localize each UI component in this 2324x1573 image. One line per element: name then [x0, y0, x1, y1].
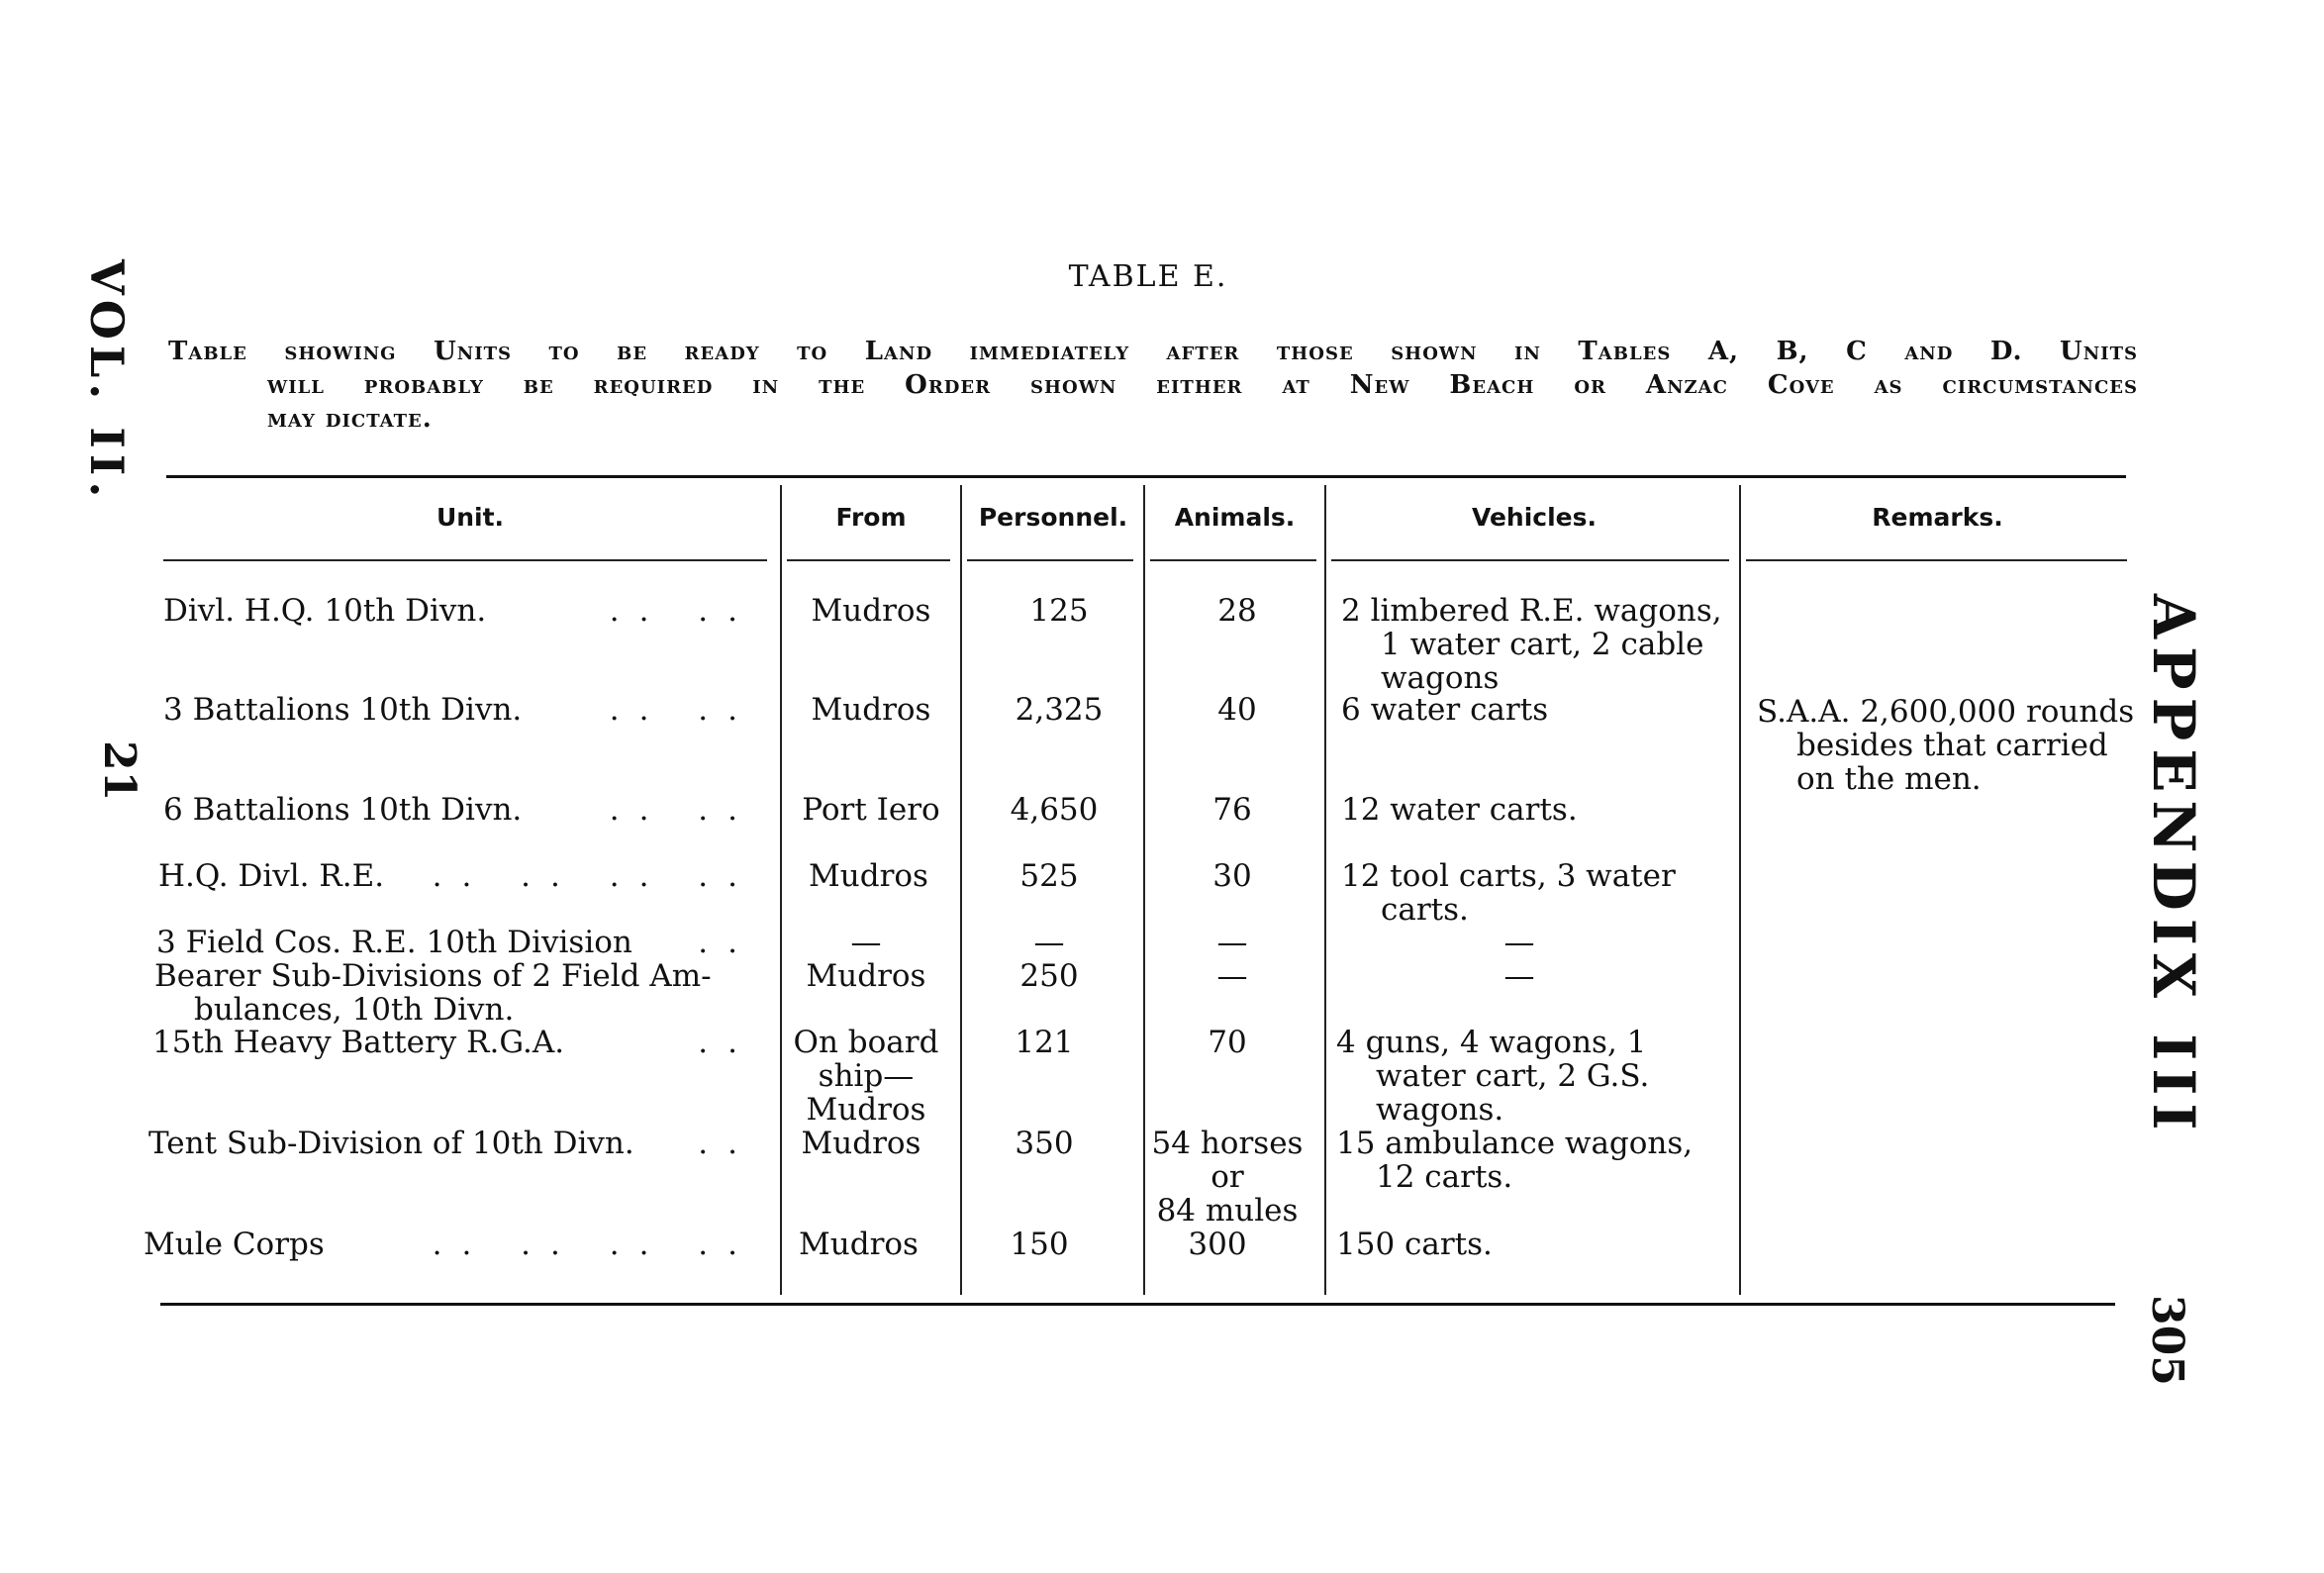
animals-cell: — — [1216, 958, 1248, 994]
header-unit: Unit. — [436, 503, 505, 532]
leader-dots: .. .. — [609, 593, 757, 629]
column-divider — [1739, 485, 1741, 1295]
vehicles-cell — [1341, 594, 1737, 695]
volume-page-number: 21 — [94, 740, 145, 802]
header-from: From — [835, 503, 907, 532]
from-cell: Mudros — [799, 1227, 919, 1262]
vehicles-cell: 150 carts. — [1336, 1227, 1493, 1262]
remarks-cell — [1757, 694, 2135, 797]
volume-label: VOL. II. — [80, 259, 134, 504]
remarks-line: on the men. — [1796, 761, 1982, 797]
vehicles-line: 12 carts. — [1376, 1159, 1513, 1195]
table-row — [144, 1228, 757, 1261]
vehicles-cell — [1336, 1127, 1732, 1194]
vehicles-line: carts. — [1381, 892, 1469, 928]
personnel-cell: 250 — [1019, 958, 1079, 994]
from-line: Mudros — [806, 1092, 926, 1128]
table-bottom-rule — [160, 1303, 2115, 1306]
personnel-cell: 125 — [1029, 593, 1089, 629]
from-cell: — — [850, 925, 882, 960]
animals-cell: 70 — [1208, 1025, 1247, 1060]
table-row — [163, 594, 757, 628]
vehicles-cell: 12 water carts. — [1341, 792, 1578, 828]
vehicles-line: 2 limbered R.E. wagons, — [1341, 593, 1722, 629]
unit-cell: 3 Battalions 10th Divn. — [163, 692, 523, 728]
caption-line-2: will probably be required in the Order shown either at New Beach or Anzac Cove as circumstances — [267, 370, 2138, 400]
personnel-cell: 121 — [1015, 1025, 1074, 1060]
header-underline — [787, 559, 950, 561]
header-underline — [1150, 559, 1316, 561]
table-row — [156, 926, 757, 959]
header-underline — [1746, 559, 2127, 561]
unit-cell: Bearer Sub-Divisions of 2 Field Am- — [154, 958, 712, 994]
personnel-cell: 2,325 — [1015, 692, 1104, 728]
unit-cell: Divl. H.Q. 10th Divn. — [163, 593, 487, 629]
table-row — [154, 959, 758, 1027]
from-cell — [782, 1026, 950, 1127]
caption-line-1: Table showing Units to be ready to Land immediately after those shown in Tables A, B, C and D. Units — [168, 337, 2138, 366]
personnel-cell: 150 — [1010, 1227, 1069, 1262]
from-line: On board — [793, 1025, 939, 1060]
leader-dots: .. .. — [609, 792, 757, 828]
vehicles-line: 1 water cart, 2 cable — [1381, 627, 1704, 662]
table-caption — [168, 335, 2138, 436]
column-divider — [780, 485, 782, 1295]
personnel-cell: 525 — [1019, 858, 1079, 894]
animals-cell — [1143, 1127, 1311, 1228]
column-divider — [960, 485, 962, 1295]
vehicles-cell — [1336, 1026, 1732, 1127]
header-underline — [1331, 559, 1729, 561]
vehicles-cell: — — [1503, 925, 1535, 960]
table-row — [152, 1026, 757, 1059]
table-row — [158, 859, 757, 893]
table-row — [163, 793, 757, 827]
page-number: 305 — [2142, 1295, 2192, 1386]
table-row — [148, 1127, 757, 1160]
personnel-cell: — — [1033, 925, 1065, 960]
vehicles-cell: — — [1503, 958, 1535, 994]
animals-line: 84 mules — [1156, 1193, 1299, 1229]
remarks-line: besides that carried — [1796, 728, 2108, 763]
animals-cell: 76 — [1212, 792, 1252, 828]
animals-cell: 300 — [1188, 1227, 1247, 1262]
from-cell: Mudros — [801, 1126, 921, 1161]
remarks-line: S.A.A. 2,600,000 rounds — [1757, 694, 2135, 730]
header-vehicles: Vehicles. — [1471, 503, 1598, 532]
from-cell: Mudros — [806, 958, 926, 994]
unit-cell: 6 Battalions 10th Divn. — [163, 792, 523, 828]
header-personnel: Personnel. — [978, 503, 1128, 532]
leader-dots: .. .. — [609, 692, 757, 728]
header-underline — [967, 559, 1133, 561]
unit-cell: Tent Sub-Division of 10th Divn. — [148, 1126, 634, 1161]
vehicles-line: 4 guns, 4 wagons, 1 — [1336, 1025, 1647, 1060]
header-animals: Animals. — [1174, 503, 1296, 532]
leader-dots: .. — [698, 1025, 757, 1060]
vehicles-cell — [1341, 859, 1737, 927]
unit-cell: Mule Corps — [144, 1227, 325, 1262]
animals-line: 54 horses — [1151, 1126, 1304, 1161]
from-line: ship— — [818, 1058, 915, 1094]
leader-dots: .. — [698, 1126, 757, 1161]
table-row — [163, 693, 757, 727]
personnel-cell: 4,650 — [1010, 792, 1099, 828]
header-remarks: Remarks. — [1872, 503, 2003, 532]
table-top-rule — [166, 475, 2126, 478]
vehicles-cell: 6 water carts — [1341, 692, 1549, 728]
unit-cell: H.Q. Divl. R.E. — [158, 858, 385, 894]
unit-cell-continued: bulances, 10th Divn. — [194, 992, 515, 1028]
animals-cell: — — [1216, 925, 1248, 960]
leader-dots: .. .. .. .. — [432, 1227, 757, 1262]
animals-cell: 30 — [1212, 858, 1252, 894]
vehicles-line: water cart, 2 G.S. — [1376, 1058, 1650, 1094]
column-divider — [1324, 485, 1326, 1295]
vehicles-line: 12 tool carts, 3 water — [1341, 858, 1676, 894]
from-cell: Port Iero — [802, 792, 940, 828]
appendix-label: APPENDIX III — [2140, 594, 2207, 1138]
from-cell: Mudros — [811, 692, 931, 728]
leader-dots: .. .. .. .. — [432, 858, 757, 894]
unit-cell: 15th Heavy Battery R.G.A. — [152, 1025, 565, 1060]
animals-cell: 28 — [1217, 593, 1257, 629]
vehicles-line: wagons. — [1376, 1092, 1504, 1128]
from-cell: Mudros — [811, 593, 931, 629]
vehicles-line: 15 ambulance wagons, — [1336, 1126, 1694, 1161]
unit-cell: 3 Field Cos. R.E. 10th Division — [156, 925, 632, 960]
personnel-cell: 350 — [1015, 1126, 1074, 1161]
from-cell: Mudros — [809, 858, 928, 894]
animals-line: or — [1210, 1159, 1244, 1195]
leader-dots: .. — [698, 925, 757, 960]
table-title: TABLE E. — [1068, 259, 1228, 294]
animals-cell: 40 — [1217, 692, 1257, 728]
caption-line-3: may dictate. — [267, 404, 433, 434]
vehicles-line: wagons — [1381, 660, 1500, 696]
header-underline — [163, 559, 767, 561]
